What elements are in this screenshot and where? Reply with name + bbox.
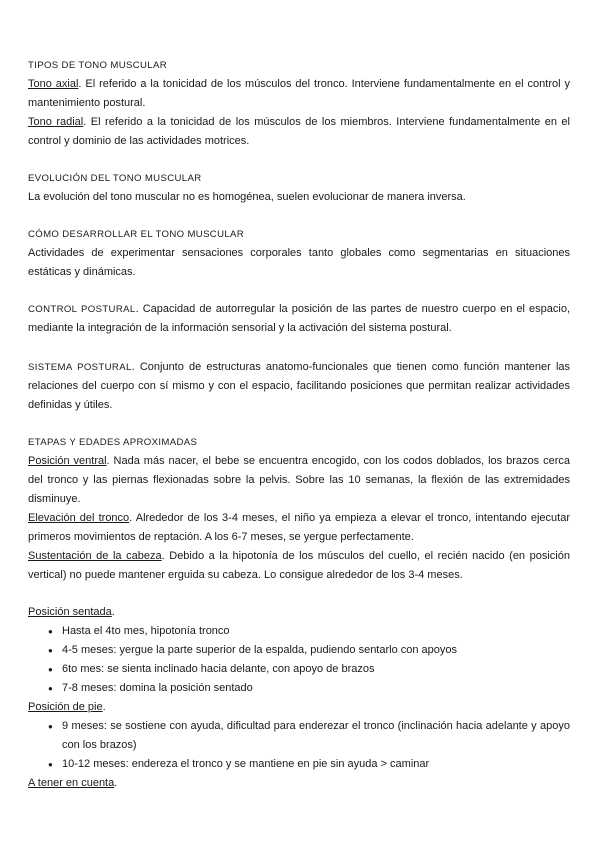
posicion-sentada-label: Posición sentada. — [28, 606, 115, 618]
sistema-postural-paragraph — [28, 358, 570, 415]
elevacion-tronco-text: . Alrededor de los 3-4 meses, el niño ya empieza a elevar el tronco, intentando ejecutar primeros movimientos de reptación. A los 6-7 meses, se yergue perfectamente. — [28, 512, 570, 543]
a-tener-en-cuenta-label: A tener en cuenta. — [28, 777, 118, 789]
tono-radial-paragraph — [28, 113, 570, 151]
list-item: ● Hasta el 4to mes, hipotonía tronco — [48, 622, 570, 641]
a-tener-en-cuenta-term: A tener en cuenta — [28, 777, 115, 789]
posicion-sentada-term: Posición sentada — [28, 606, 112, 618]
list-item: ● 4-5 meses: yergue la parte superior de la espalda, pudiendo sentarlo con apoyos — [48, 641, 570, 660]
sistema-postural-heading: SISTEMA POSTURAL — [28, 362, 132, 373]
control-postural-text: . Capacidad de autorregular la posición de las partes de nuestro cuerpo en el espacio, mediante la integración de la información sensorial y la activación del sistema postural. — [28, 303, 570, 334]
tono-axial-term: Tono axial — [28, 78, 79, 90]
posicion-ventral-paragraph — [28, 452, 570, 509]
elevacion-tronco-paragraph — [28, 509, 570, 547]
tono-axial-paragraph — [28, 75, 570, 113]
posicion-pie-term: Posición de pie — [28, 701, 103, 713]
sustentacion-cabeza-paragraph — [28, 547, 570, 585]
posicion-ventral-term: Posición ventral — [28, 455, 107, 467]
desarrollar-heading: CÓMO DESARROLLAR EL TONO MUSCULAR — [28, 229, 245, 240]
tono-radial-term: Tono radial — [28, 116, 84, 128]
elevacion-tronco-term: Elevación del tronco — [28, 512, 130, 524]
control-postural-paragraph — [28, 300, 570, 338]
posicion-pie-label: Posición de pie. — [28, 701, 106, 713]
list-item: ● 6to mes: se sienta inclinado hacia delante, con apoyo de brazos — [48, 660, 570, 679]
desarrollar-text: Actividades de experimentar sensaciones corporales tanto globales como segmentarias en situaciones estáticas y dinámicas. — [28, 247, 570, 278]
sustentacion-cabeza-text: . Debido a la hipotonía de los músculos del cuello, el recién nacido (en posición vertical) no puede mantener erguida su cabeza. Lo consigue alrededor de los 3-4 meses. — [28, 550, 570, 581]
list-item: ● 10-12 meses: endereza el tronco y se mantiene en pie sin ayuda > caminar — [48, 755, 570, 774]
control-postural-heading: CONTROL POSTURAL — [28, 304, 136, 315]
sustentacion-cabeza-term: Sustentación de la cabeza — [28, 550, 162, 562]
posicion-sentada-list — [28, 622, 570, 698]
list-item: ● 9 meses: se sostiene con ayuda, dificultad para enderezar el tronco (inclinación hacia adelante y apoyo con los brazos) — [48, 717, 570, 755]
posicion-pie-list — [28, 717, 570, 774]
list-item: ● 7-8 meses: domina la posición sentado — [48, 679, 570, 698]
tipos-heading: TIPOS DE TONO MUSCULAR — [28, 60, 168, 71]
tono-radial-text: . El referido a la tonicidad de los músculos de los miembros. Interviene fundamentalmente en el control y dominio de las actividades motrices. — [28, 116, 570, 147]
evolucion-heading: EVOLUCIÓN DEL TONO MUSCULAR — [28, 173, 202, 184]
posicion-ventral-text: . Nada más nacer, el bebe se encuentra encogido, con los codos doblados, los brazos cerca del tronco y las piernas flexionadas sobre la pelvis. Sobre las 10 semanas, la flexión de las extremidades disminuye. — [28, 455, 570, 505]
tono-axial-text: . El referido a la tonicidad de los músculos del tronco. Interviene fundamentalmente en el control y mantenimiento postural. — [28, 78, 570, 109]
sistema-postural-text: . Conjunto de estructuras anatomo-funcionales que tienen como función mantener las relaciones del cuerpo con sí mismo y con el espacio, facilitando posiciones que permitan realizar actividades definidas y útiles. — [28, 361, 571, 411]
evolucion-text: La evolución del tono muscular no es homogénea, suelen evolucionar de manera inversa. — [28, 191, 466, 203]
etapas-heading: ETAPAS Y EDADES APROXIMADAS — [28, 437, 198, 448]
